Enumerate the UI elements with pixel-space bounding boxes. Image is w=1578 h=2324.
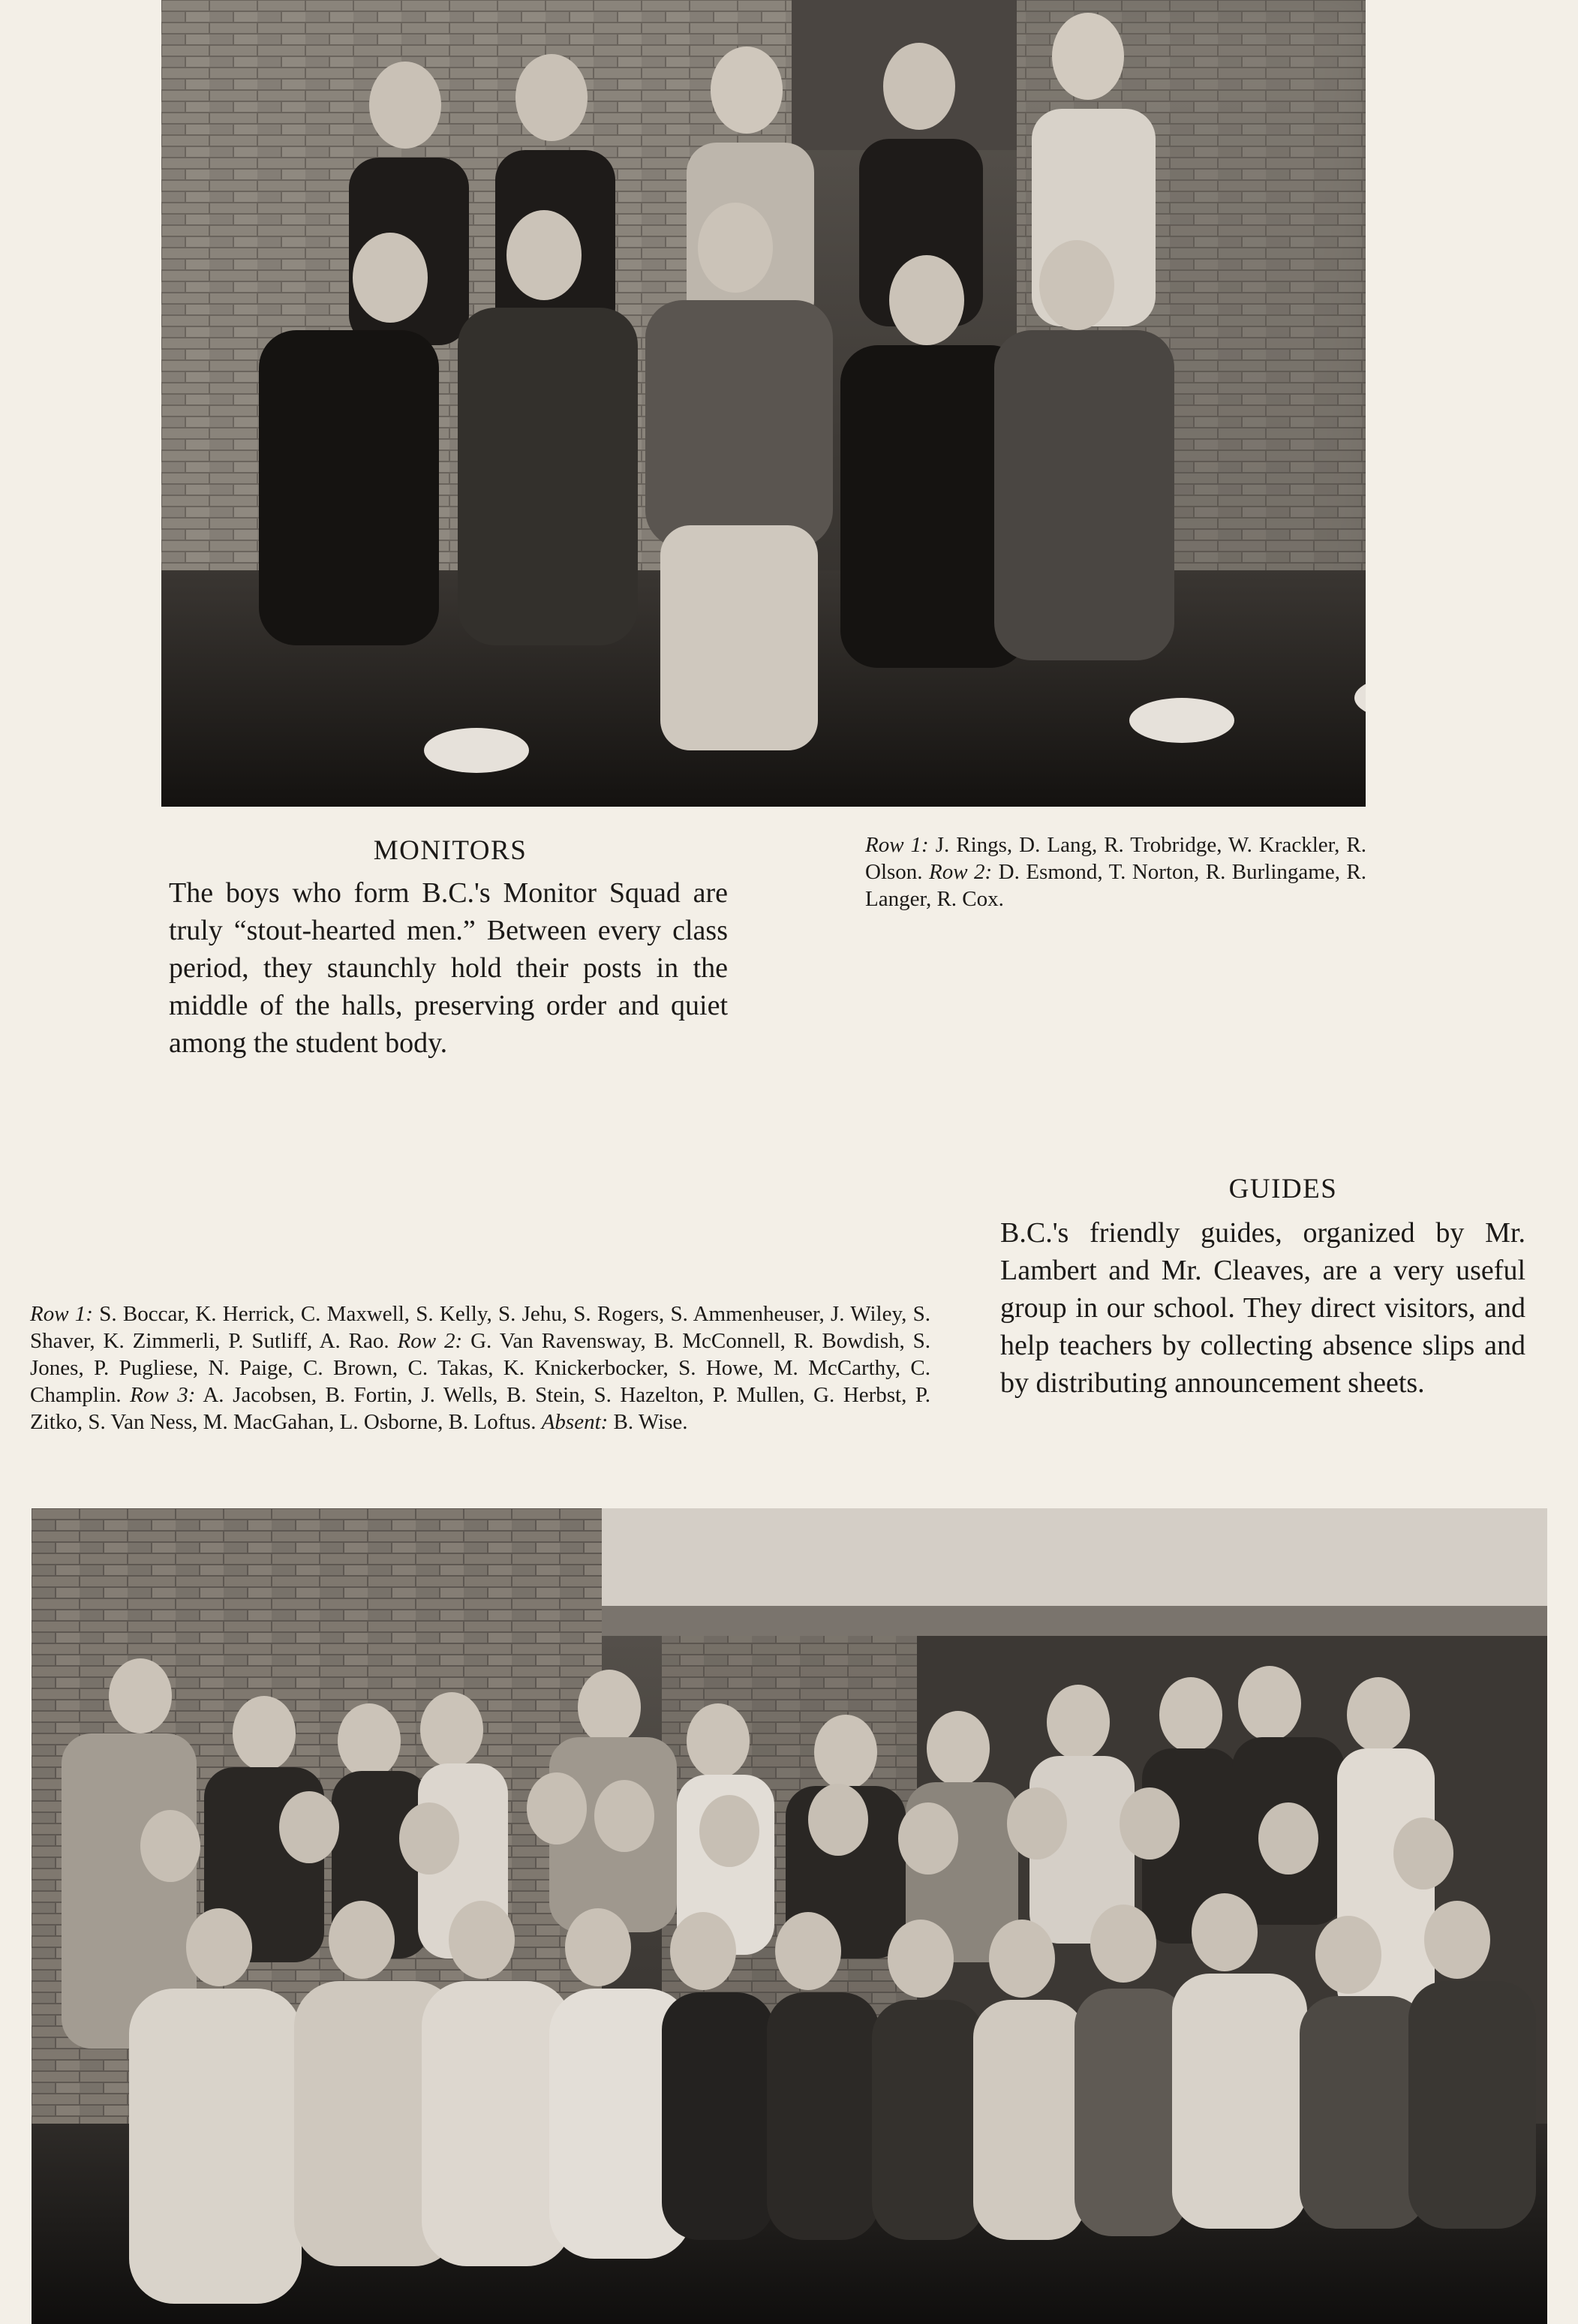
guides-caption-row1-names: S. Boccar, K. Herrick, C. Maxwell, S. Kelly, S. Jehu, S. Rogers, S. Ammenheuser, J. Wiley, S. Shaver, K. Zimmerli, P. Sutliff, A. Rao. bbox=[30, 1302, 930, 1353]
monitors-heading: MONITORS bbox=[373, 835, 528, 866]
monitors-caption-row2-label: Row 2: bbox=[929, 860, 993, 884]
monitors-caption-row2-names: D. Esmond, T. Norton, R. Burlingame, R. Langer, R. Cox. bbox=[865, 860, 1367, 911]
guides-caption-row2-names: G. Van Ravensway, B. McConnell, R. Bowdish, S. Jones, P. Pugliese, N. Paige, C. Brown, C. Takas, K. Knickerbocker, S. Howe, M. McCarthy, C. Champlin. bbox=[30, 1329, 931, 1407]
guides-heading: GUIDES bbox=[1228, 1174, 1338, 1204]
guides-caption-absent-label: Absent: bbox=[541, 1410, 609, 1434]
guides-photo-art bbox=[32, 1508, 1547, 2324]
monitors-caption-row1-names: J. Rings, D. Lang, R. Trobridge, W. Krackler, R. Olson. bbox=[865, 833, 1366, 884]
guides-caption bbox=[30, 1300, 930, 1436]
guides-caption-row2-label: Row 2: bbox=[397, 1329, 463, 1353]
monitors-caption bbox=[865, 831, 1366, 912]
monitors-photo bbox=[161, 0, 1366, 807]
monitors-description: The boys who form B.C.'s Monitor Squad are truly “stout-hearted men.” Between every class period, they staunchly hold their posts in the middle of the halls, preserving order and quiet among the student body. bbox=[169, 877, 728, 1059]
guides-caption-row3-names: A. Jacobsen, B. Fortin, J. Wells, B. Stein, S. Hazelton, P. Mullen, G. Herbst, P. Zitko, S. Van Ness, M. MacGahan, L. Osborne, B. Loftus. bbox=[30, 1383, 931, 1434]
guides-caption-row3-label: Row 3: bbox=[130, 1383, 196, 1407]
guides-caption-row1-label: Row 1: bbox=[30, 1302, 93, 1326]
monitors-caption-row1-label: Row 1: bbox=[865, 833, 929, 857]
guides-caption-absent-names: B. Wise. bbox=[608, 1410, 688, 1434]
guides-description: B.C.'s friendly guides, organized by Mr. Lambert and Mr. Cleaves, are a very useful group in our school. They direct visitors, and help teachers by collecting absence slips and by distributing announcement sheets. bbox=[1000, 1217, 1525, 1399]
guides-photo bbox=[32, 1508, 1547, 2324]
monitors-photo-art bbox=[161, 0, 1366, 807]
